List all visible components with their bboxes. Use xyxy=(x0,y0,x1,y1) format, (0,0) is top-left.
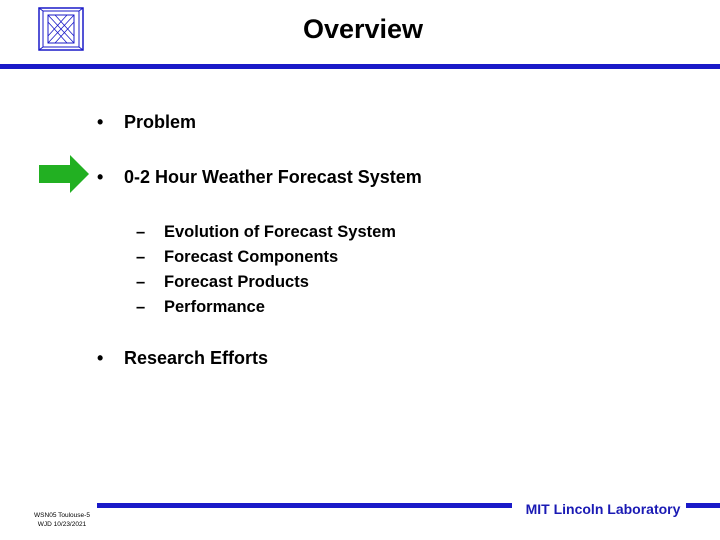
list-item xyxy=(136,220,396,245)
dash-glyph: – xyxy=(136,248,146,266)
right-arrow-icon xyxy=(39,155,89,193)
bullet-label: Problem xyxy=(124,112,197,132)
footer-reference-line2: WJD 10/23/2021 xyxy=(37,521,87,528)
dash-glyph: – xyxy=(136,273,146,291)
page-title: Overview xyxy=(302,14,424,44)
bullet-research-efforts xyxy=(97,346,268,370)
footer-divider xyxy=(97,503,512,508)
bullet-problem xyxy=(97,110,196,134)
bullet-glyph: • xyxy=(97,348,104,368)
bullet-label: 0-2 Hour Weather Forecast System xyxy=(124,167,422,187)
organization-name: MIT Lincoln Laboratory xyxy=(525,501,681,517)
list-item-label: Performance xyxy=(164,298,265,316)
dash-glyph: – xyxy=(136,223,146,241)
list-item-label: Forecast Products xyxy=(164,273,309,291)
list-item-label: Evolution of Forecast System xyxy=(164,223,396,241)
list-item xyxy=(136,295,396,320)
footer-divider-right xyxy=(686,503,720,508)
list-item xyxy=(136,270,396,295)
header-divider xyxy=(0,64,720,69)
dash-glyph: – xyxy=(136,298,146,316)
bullet-label: Research Efforts xyxy=(124,348,269,368)
list-item xyxy=(136,245,396,270)
bullet-glyph: • xyxy=(97,112,104,132)
bullet-forecast-system xyxy=(97,165,422,189)
sub-list xyxy=(136,220,396,320)
footer-reference-line1: WSN05 Toulouse-5 xyxy=(34,512,90,519)
list-item-label: Forecast Components xyxy=(164,248,339,266)
footer-reference xyxy=(27,511,97,529)
bullet-glyph: • xyxy=(97,167,104,187)
